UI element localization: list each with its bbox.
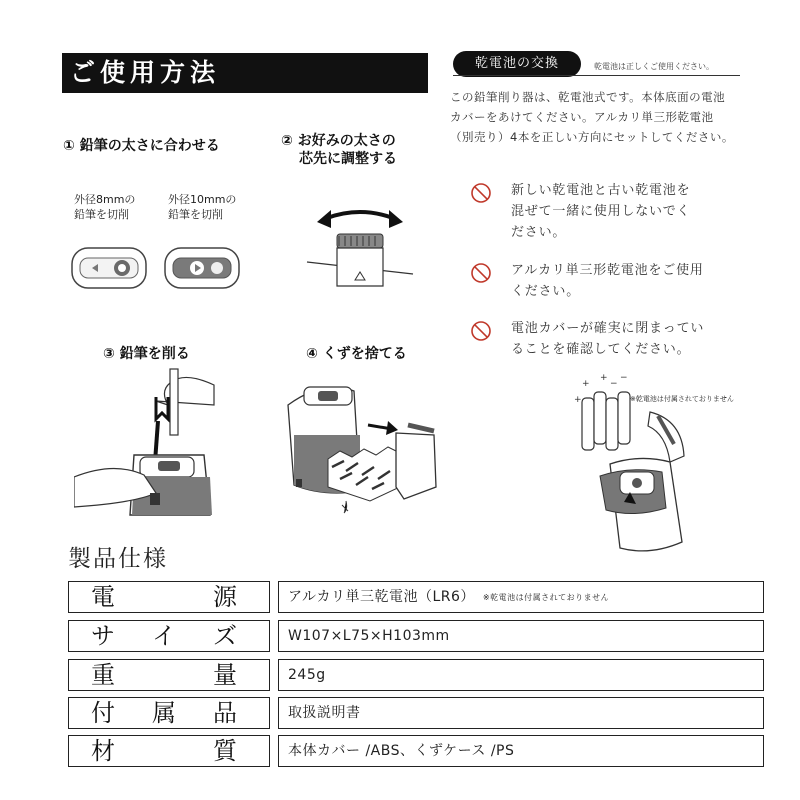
spec-row-accessories (68, 697, 764, 729)
svg-text:−: − (620, 373, 628, 383)
step3-title: ③ 鉛筆を削る (103, 346, 190, 362)
spec-value: 245g (278, 659, 764, 691)
spec-label: 電 源 (68, 581, 270, 613)
battery-title-underline (453, 75, 740, 76)
selector-8mm-illustration (70, 246, 150, 292)
prohibition-icon (470, 262, 492, 284)
svg-text:+: + (600, 373, 608, 383)
spec-value: 本体カバー /ABS、くずケース /PS (278, 735, 764, 767)
battery-diagram-note: ※乾電池は付属されておりません (630, 395, 734, 403)
selector-10mm-illustration (163, 246, 243, 292)
spec-row-weight (68, 659, 764, 691)
svg-text:+: + (582, 379, 590, 389)
step4-title: ④ くずを捨てる (306, 346, 407, 362)
svg-text:−: − (610, 379, 618, 389)
spec-value: W107×L75×H103mm (278, 620, 764, 652)
prohibition-icon (470, 182, 492, 204)
battery-section-title: 乾電池の交換 (453, 51, 581, 77)
sharpening-pencil-illustration (74, 365, 222, 520)
battery-install-illustration (570, 372, 700, 558)
battery-usage-note: 乾電池は正しくご使用ください。 (594, 62, 714, 71)
spec-row-material (68, 735, 764, 767)
spec-row-power (68, 581, 764, 613)
step1-title: ① 鉛筆の太さに合わせる (63, 138, 220, 154)
battery-description: この鉛筆削り器は、乾電池式です。本体底面の電池 カバーをあけてください。アルカリ単三形乾電池 （別売り）4本を正しい方向にセットしてください。 (450, 90, 734, 144)
prohibition-icon (470, 320, 492, 342)
step2-title: ② お好みの太さの 芯先に調整する (281, 133, 397, 167)
spec-label: 材 質 (68, 735, 270, 767)
empty-shavings-illustration (284, 375, 444, 515)
usage-section-title: ご使用方法 (62, 53, 428, 93)
spec-label: サ イ ズ (68, 620, 270, 652)
step1-note-8mm: 外径8mmの 鉛筆を切削 (74, 193, 136, 221)
spec-value: 取扱説明書 (278, 697, 764, 729)
spec-label: 付 属 品 (68, 697, 270, 729)
spec-value: アルカリ単三乾電池（LR6） ※乾電池は付属されておりません (278, 581, 764, 613)
lead-adjust-dial-illustration (305, 200, 415, 296)
spec-section-title: 製品仕様 (68, 546, 168, 572)
spec-label: 重 量 (68, 659, 270, 691)
svg-text:+: + (574, 395, 582, 405)
spec-row-size (68, 620, 764, 652)
step1-note-10mm: 外径10mmの 鉛筆を切削 (168, 193, 237, 221)
spec-value-note: ※乾電池は付属されておりません (482, 593, 610, 602)
